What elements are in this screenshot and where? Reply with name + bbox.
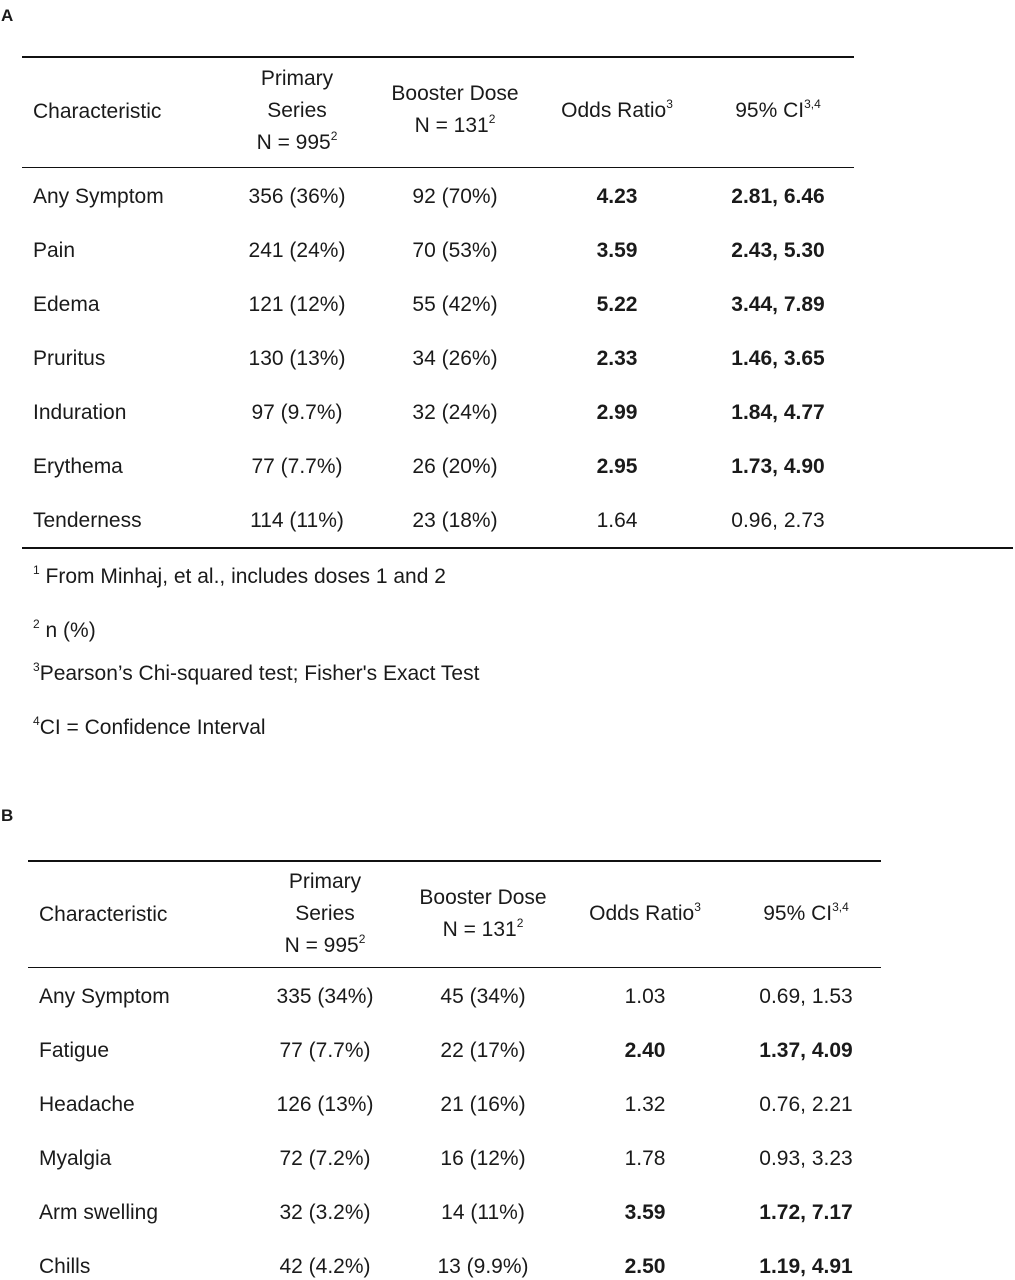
row-characteristic: Fatigue	[39, 1039, 110, 1062]
footnote: $^1$ From Minhaj, et al., includes doses 1 and 2	[33, 563, 446, 588]
row-odds-ratio: 2.99	[596, 401, 638, 424]
row-primary-series: 42 (4.2%)	[279, 1255, 371, 1278]
row-booster-dose: 13 (9.9%)	[437, 1255, 529, 1278]
row-booster-dose: 26 (20%)	[412, 455, 498, 478]
row-odds-ratio: 2.95	[596, 455, 638, 478]
row-primary-series: 77 (7.7%)	[279, 1039, 371, 1062]
table-b-header-primary: Primary Series $N = 995^2$	[284, 870, 366, 957]
footnote: $^4$CI = Confidence Interval	[33, 714, 266, 739]
header-primary-line1: Primary	[260, 67, 334, 90]
row-booster-dose: 16 (12%)	[440, 1147, 526, 1170]
row-odds-ratio: 5.22	[596, 293, 638, 316]
row-primary-series: 32 (3.2%)	[279, 1201, 371, 1224]
row-confidence-interval: 1.19, 4.91	[759, 1255, 853, 1278]
header-booster-line1: Booster Dose	[391, 82, 519, 105]
table-b-header-characteristic: Characteristic	[39, 903, 168, 926]
row-confidence-interval: 0.96, 2.73	[731, 509, 825, 532]
row-primary-series: 241 (24%)	[248, 239, 346, 262]
row-odds-ratio: 1.64	[596, 509, 638, 532]
row-booster-dose: 23 (18%)	[412, 509, 498, 532]
row-confidence-interval: 1.37, 4.09	[759, 1039, 853, 1062]
row-confidence-interval: 0.93, 3.23	[759, 1147, 853, 1170]
row-primary-series: 72 (7.2%)	[279, 1147, 371, 1170]
row-characteristic: Any Symptom	[39, 985, 170, 1008]
row-odds-ratio: 1.32	[624, 1093, 666, 1116]
table-a-header-primary	[257, 63, 338, 159]
row-primary-series: 121 (12%)	[248, 293, 346, 316]
row-characteristic: Pain	[33, 239, 76, 262]
row-characteristic: Erythema	[33, 455, 123, 478]
row-odds-ratio: 1.78	[624, 1147, 666, 1170]
table-a-bottom-rule	[22, 547, 1013, 549]
row-confidence-interval: 1.72, 7.17	[759, 1201, 853, 1224]
header-primary-line2: Series	[267, 99, 327, 122]
row-booster-dose: 34 (26%)	[412, 347, 498, 370]
row-confidence-interval: 1.73, 4.90	[731, 455, 825, 478]
row-confidence-interval: 2.81, 6.46	[731, 185, 825, 208]
table-a-header-ci: 95% CI$^{3,4}$	[735, 97, 821, 122]
row-odds-ratio: 3.59	[624, 1201, 666, 1224]
row-booster-dose: 55 (42%)	[412, 293, 498, 316]
row-booster-dose: 21 (16%)	[440, 1093, 526, 1116]
table-a-header-characteristic: Characteristic	[33, 100, 162, 123]
table-b-header-ci: 95% CI$^{3,4}$	[763, 900, 849, 925]
row-odds-ratio: 3.59	[596, 239, 638, 262]
row-odds-ratio: 2.33	[596, 347, 638, 370]
panel-label-a: A	[1, 6, 14, 25]
table-a-header-rule	[22, 167, 854, 168]
row-odds-ratio: 4.23	[596, 185, 638, 208]
table-b-header-rule	[28, 967, 881, 968]
row-characteristic: Arm swelling	[39, 1201, 159, 1224]
row-confidence-interval: 0.69, 1.53	[759, 985, 853, 1008]
header-booster-line2: $N = 131^2$	[414, 112, 496, 137]
row-confidence-interval: 2.43, 5.30	[731, 239, 825, 262]
table-a-top-rule	[22, 56, 854, 58]
row-confidence-interval: 3.44, 7.89	[731, 293, 825, 316]
table-b-header-odds: Odds Ratio$^3$	[589, 900, 701, 925]
row-booster-dose: 92 (70%)	[412, 185, 498, 208]
row-characteristic: Edema	[33, 293, 100, 316]
row-primary-series: 97 (9.7%)	[251, 401, 343, 424]
row-odds-ratio: 1.03	[624, 985, 666, 1008]
row-primary-series: 356 (36%)	[248, 185, 346, 208]
row-characteristic: Pruritus	[33, 347, 106, 370]
row-booster-dose: 32 (24%)	[412, 401, 498, 424]
row-primary-series: 77 (7.7%)	[251, 455, 343, 478]
row-confidence-interval: 1.46, 3.65	[731, 347, 825, 370]
row-characteristic: Induration	[33, 401, 127, 424]
row-booster-dose: 70 (53%)	[412, 239, 498, 262]
row-primary-series: 114 (11%)	[250, 509, 344, 532]
table-a-header-odds: Odds Ratio$^3$	[561, 97, 673, 122]
footnote: $^2$ n (%)	[33, 617, 96, 642]
row-characteristic: Chills	[39, 1255, 91, 1278]
table-b-header-booster: Booster Dose $N = 131^2$	[419, 886, 547, 941]
row-booster-dose: 45 (34%)	[440, 985, 526, 1008]
header-primary-line3: $N = 995^2$	[256, 129, 338, 154]
row-characteristic: Tenderness	[33, 509, 142, 532]
table-a-header-booster	[391, 78, 518, 142]
row-odds-ratio: 2.40	[624, 1039, 666, 1062]
row-booster-dose: 22 (17%)	[440, 1039, 526, 1062]
row-characteristic: Myalgia	[39, 1147, 112, 1170]
footnote: $^3$Pearson’s Chi-squared test; Fisher's Exact Test	[33, 660, 480, 685]
row-confidence-interval: 1.84, 4.77	[731, 401, 825, 424]
row-odds-ratio: 2.50	[624, 1255, 666, 1278]
row-primary-series: 335 (34%)	[276, 985, 374, 1008]
table-b-top-rule	[28, 860, 881, 862]
panel-label-b: B	[1, 806, 14, 825]
row-confidence-interval: 0.76, 2.21	[759, 1093, 853, 1116]
row-booster-dose: 14 (11%)	[441, 1201, 525, 1224]
row-primary-series: 126 (13%)	[276, 1093, 374, 1116]
row-characteristic: Any Symptom	[33, 185, 164, 208]
row-primary-series: 130 (13%)	[248, 347, 346, 370]
row-characteristic: Headache	[39, 1093, 135, 1116]
